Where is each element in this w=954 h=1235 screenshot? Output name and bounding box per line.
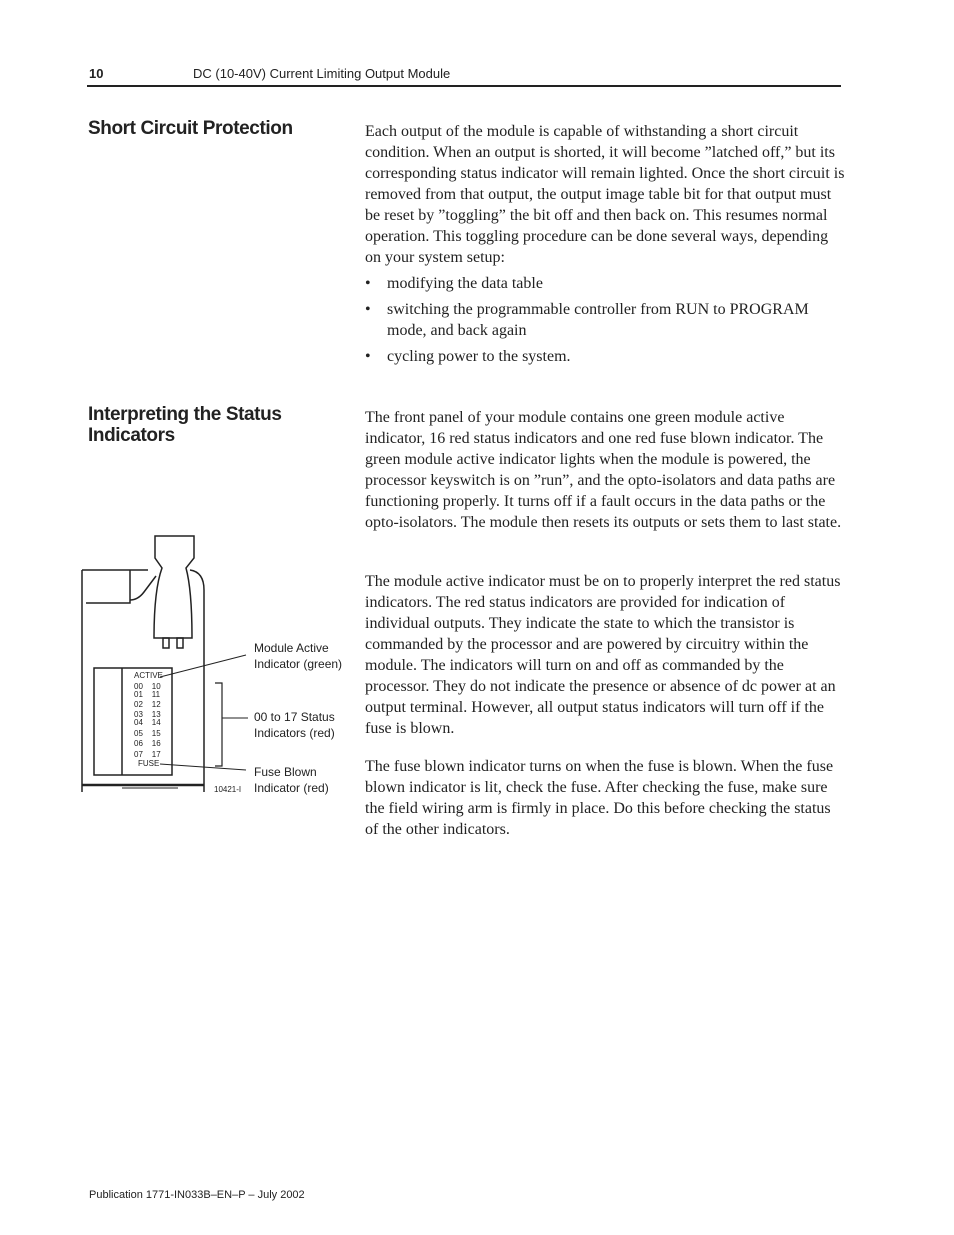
status-paragraph-2: The module active indicator must be on to properly interpret the red status indicators. The red status indicators are provided for indication of individual outputs. They indicate the state to which the transistor is commanded by the processor and are powered by circuitry within the module. The indicators will turn on and off as commanded by the processor. They do not indicate the presence or absence of dc power at an output terminal. However, all output status indicators will turn off if the fuse is blown. xyxy=(365,573,841,737)
callout-fuse-blown: Fuse Blown Indicator (red) xyxy=(254,765,329,795)
list-item: • cycling power to the system. xyxy=(365,348,571,365)
running-header-title: DC (10-40V) Current Limiting Output Module xyxy=(193,66,451,81)
bullet-icon: • xyxy=(365,275,371,292)
panel-row-label: 04 14 xyxy=(134,718,161,727)
toggle-methods-list xyxy=(365,273,845,372)
panel-row-label: 06 16 xyxy=(134,739,161,748)
section-heading-short-circuit: Short Circuit Protection xyxy=(88,118,293,139)
list-item: • modifying the data table xyxy=(365,275,543,292)
panel-row-label: 03 13 xyxy=(134,710,161,719)
status-paragraph-3: The fuse blown indicator turns on when the fuse is blown. When the fuse blown indicator is lit, check the fuse. After checking the fuse, make sure the field wiring arm is firmly in place. Do this before checking the status of the other indicators. xyxy=(365,758,834,838)
figure-id: 10421-I xyxy=(214,785,242,794)
panel-fuse-label: FUSE xyxy=(138,759,160,768)
panel-active-label: ACTIVE xyxy=(134,671,163,680)
callout-module-active: Module Active Indicator (green) xyxy=(254,641,343,671)
status-paragraph-1: The front panel of your module contains one green module active indicator, 16 red status indicators and one red fuse blown indicator. The green module active indicator lights when the module is powered, the processor keyswitch is on ”run”, and the opto-isolators and data paths are functioning properly. It turns off if a fault occurs in the data paths or the opto-isolators. The module then resets its outputs or sets them to last state. xyxy=(365,409,842,531)
panel-row-label: 05 15 xyxy=(134,729,161,738)
bullet-icon: • xyxy=(365,301,371,318)
panel-row-label: 07 17 xyxy=(134,750,161,759)
panel-row-label: 01 11 xyxy=(134,690,161,699)
header-rule xyxy=(87,85,841,87)
list-item: • switching the programmable controller from RUN to PROGRAM mode, and back again xyxy=(365,301,809,339)
panel-row-label: 00 10 xyxy=(134,682,161,691)
short-circuit-paragraph: Each output of the module is capable of withstanding a short circuit condition. When an output is shorted, it will become ”latched off,” but its corresponding status indicator will remain lighted. Once the short circuit is removed from that output, the output image table bit for that output must be reset by ”toggling” the bit off and then back on. This resumes normal operation. This toggling procedure can be done several ways, depending on your system setup: xyxy=(365,123,845,266)
page-number: 10 xyxy=(89,66,104,81)
publication-footer: Publication 1771-IN033B–EN–P – July 2002 xyxy=(89,1189,305,1201)
bullet-icon: • xyxy=(365,348,371,365)
section-heading-status-indicators: Interpreting the Status Indicators xyxy=(88,404,282,446)
callout-status-indicators: 00 to 17 Status Indicators (red) xyxy=(254,710,335,740)
module-front-panel-figure xyxy=(78,530,358,830)
panel-row-label: 02 12 xyxy=(134,700,161,709)
